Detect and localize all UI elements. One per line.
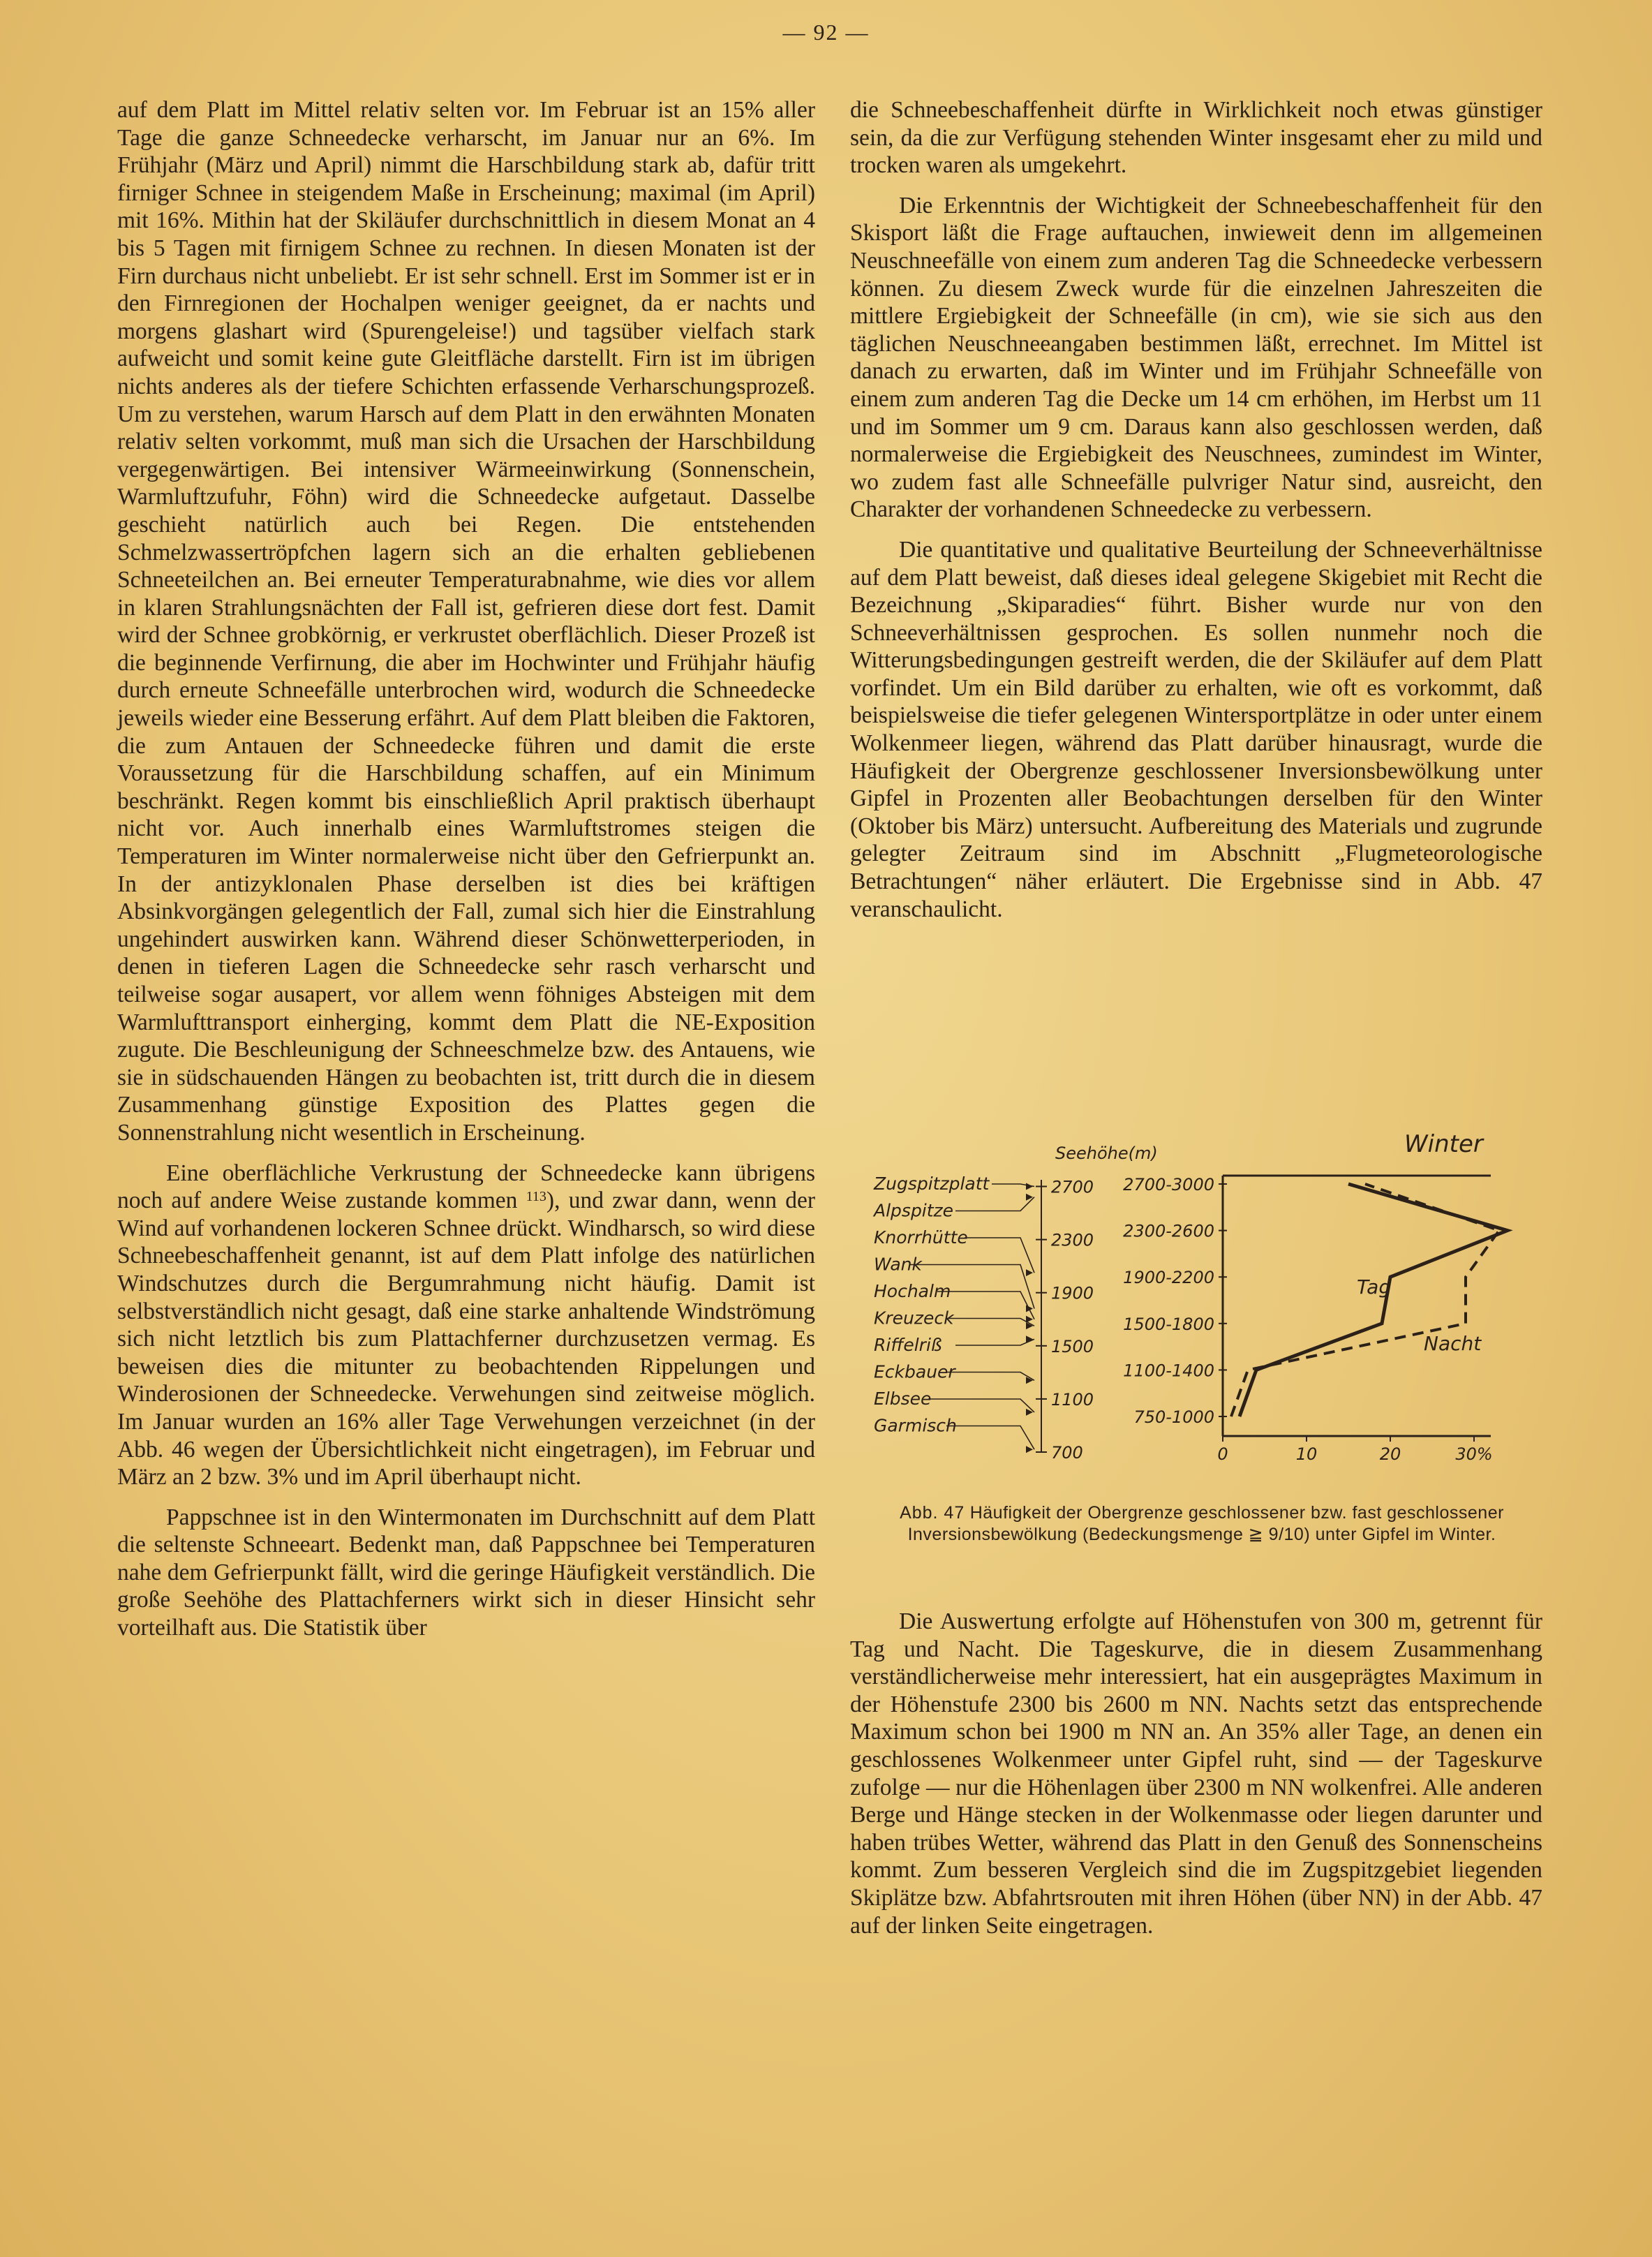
figure-47 xyxy=(853,1125,1551,1467)
place-label: Riffelriß xyxy=(874,1335,942,1355)
place-label: Garmisch xyxy=(874,1415,957,1436)
place-leader xyxy=(965,1238,1034,1273)
chart-title: Winter xyxy=(1404,1130,1483,1158)
place-label: Alpspitze xyxy=(874,1200,954,1221)
place-label: Kreuzeck xyxy=(874,1308,954,1329)
right-column-bottom xyxy=(850,1608,1542,1939)
paragraph: die Schneebeschaffenheit dürfte in Wirklichkeit noch etwas günstiger sein, da die zur Verfügung stehenden Winter insgesamt eher zu mild und trocken waren als umgekehrt. xyxy=(850,97,1542,179)
place-arrowhead xyxy=(1026,1446,1033,1453)
paragraph-text: Eine oberflächliche Verkrustung der Schneedecke kann übrigens noch auf andere Weise zustande kommen xyxy=(117,1160,815,1214)
place-leader xyxy=(955,1339,1034,1345)
place-label: Hochalm xyxy=(874,1281,951,1301)
footnote-ref[interactable]: 113 xyxy=(526,1189,546,1205)
inversion-chart xyxy=(853,1125,1551,1467)
band-label: 1100-1400 xyxy=(1123,1361,1214,1381)
right-column-top xyxy=(850,96,1542,923)
altitude-tick-label: 2700 xyxy=(1051,1177,1094,1197)
x-tick-label: 20 xyxy=(1379,1444,1401,1464)
caption-label: Abb. 47 xyxy=(900,1503,965,1523)
place-label: Eckbauer xyxy=(874,1361,955,1382)
place-leader xyxy=(928,1399,1034,1412)
place-leader xyxy=(946,1426,1034,1450)
paragraph xyxy=(117,1160,815,1491)
series-line-nacht xyxy=(1231,1184,1499,1416)
page-number: — 92 — xyxy=(782,20,870,45)
paragraph: Die quantitative und qualitative Beurteilung der Schneeverhältnisse auf dem Platt beweist, daß dieses ideal gelegene Skigebiet mit Recht die Bezeichnung „Skiparadies“ führt. Bisher wurde nur von den Schneeverhältnissen gesprochen. Es sollen nunmehr noch die Witterungsbedingungen gestreift werden, die der Skiläufer auf dem Platt vorfindet. Um ein Bild darüber zu erhalten, wie oft es vorkommt, daß beispielsweise die tiefer gelegenen Wintersportplätze in oder unter einem Wolkenmeer liegen, während das Platt darüber hinausragt, wurde die Häufigkeit der Obergrenze geschlossener Inversionsbewölkung unter Gipfel in Prozenten aller Beobachtungen derselben für den Winter (Oktober bis März) untersucht. Aufbereitung des Materials und zugrunde gelegter Zeitraum sind im Abschnitt „Flugmeteorologische Betrachtungen“ näher erläutert. Die Ergebnisse sind in Abb. 47 veranschaulicht. xyxy=(850,536,1542,922)
band-label: 1500-1800 xyxy=(1123,1314,1214,1334)
altitude-tick-label: 1100 xyxy=(1051,1389,1094,1409)
altitude-tick-label: 1500 xyxy=(1051,1336,1094,1356)
paragraph: Die Erkenntnis der Wichtigkeit der Schneebeschaffenheit für den Skisport läßt die Frage auftauchen, inwieweit denn im allgemeinen Neuschneefälle von einem zum anderen Tag die Schneedecke verbessern können. Zu diesem Zweck wurde für die einzelnen Jahreszeiten die mittlere Ergiebigkeit der Schneefälle (in cm), wie sie sich aus den täglichen Neuschneeangaben bestimmen läßt, errechnet. Im Mittel ist danach zu erwarten, daß im Winter und im Frühjahr Schneefälle von einem zum anderen Tag die Decke um 14 cm erhöhen, im Herbst um 11 und im Sommer um 9 cm. Daraus kann also geschlossen werden, daß normalerweise die Ergiebigkeit des Neuschnees, zumindest im Winter, wo zudem fast alle Schneefälle pulvriger Natur sind, ausreicht, den Charakter der vorhandenen Schneedecke zu verbessern. xyxy=(850,192,1542,523)
band-label: 2300-2600 xyxy=(1123,1221,1214,1241)
place-label: Knorrhütte xyxy=(874,1227,968,1248)
x-tick-label: 30% xyxy=(1455,1444,1493,1464)
place-leader xyxy=(946,1319,1034,1326)
x-tick-label: 0 xyxy=(1217,1444,1228,1464)
band-label: 1900-2200 xyxy=(1123,1268,1214,1288)
paragraph: Pappschnee ist in den Wintermonaten im Durchschnitt auf dem Platt die seltenste Schneeart. Bedenkt man, daß Pappschnee bei Temperaturen nahe dem Gefrierpunkt fällt, wird die geringe Häufigkeit verständlich. Die große Seehöhe des Plattachferners wirkt sich in dieser Hinsicht sehr vorteilhaft aus. Die Statistik über xyxy=(117,1504,815,1641)
paragraph: Die Auswertung erfolgte auf Höhenstufen von 300 m, getrennt für Tag und Nacht. Die Tageskurve, die in diesem Zusammenhang verständlicherweise mehr interessiert, hat ein ausgeprägtes Maximum in der Höhenstufe 2300 bis 2600 m NN. Nachts setzt das entsprechende Maximum schon bei 1900 m NN an. An 35% aller Tage, an denen ein geschlossenes Wolkenmeer unter Gipfel ruht, sind — der Tageskurve zufolge — nur die Höhenlagen über 2300 m NN wolkenfrei. Alle anderen Berge und Hänge stecken in der Wolkenmasse oder liegen darunter und haben trübes Wetter, während das Platt in den Genuß des Sonnenscheins kommt. Zum besseren Vergleich sind die im Zugspitzgebiet liegenden Skiplätze bzw. Abfahrtsrouten mit ihren Höhen (über NN) in der Abb. 47 auf der linken Seite eingetragen. xyxy=(850,1608,1542,1939)
place-label: Elbsee xyxy=(874,1389,932,1409)
place-leader xyxy=(955,1197,1034,1211)
paragraph: auf dem Platt im Mittel relativ selten vor. Im Februar ist an 15% aller Tage die ganze Schneedecke verharscht, im Januar nur an 6%. Im Frühjahr (März und April) nimmt die Harschbildung stark ab, dafür tritt firniger Schnee in steigendem Maße in Erscheinung; maximal (im April) mit 16%. Mithin hat der Skiläufer durchschnittlich in diesem Monat an 4 bis 5 Tagen mit firnigem Schnee zu rechnen. In diesen Monaten ist der Firn durchaus nicht unbeliebt. Er ist sehr schnell. Erst im Sommer ist er in den Firnregionen der Hochalpen weniger geeignet, da er nachts und morgens glashart wird (Spurengeleise!) und tagsüber vielfach stark aufweicht und somit keine gute Gleitfläche darstellt. Firn ist im übrigen nichts anderes als der tiefere Schichten erfassende Verharschungsprozeß. Um zu verstehen, warum Harsch auf dem Platt in den erwähnten Monaten relativ selten vorkommt, muß man sich die Ursachen der Harschbildung vergegenwärtigen. Bei intensiver Wärmeeinwirkung (Sonnenschein, Warmluftzufuhr, Föhn) wird die Schneedecke aufgetaut. Dasselbe geschieht natürlich auch bei Regen. Die entstehenden Schmelzwassertröpfchen lagern sich an die erhalten gebliebenen Schneeteilchen an. Bei erneuter Temperaturabnahme, wie dies vor allem in klaren Strahlungsnächten der Fall ist, gefrieren diese dort fest. Damit wird der Schnee grobkörnig, er verkrustet oberflächlich. Dieser Prozeß ist die beginnende Verfirnung, die aber im Hochwinter und Frühjahr häufig durch erneute Schneefälle unterbrochen wird, wodurch die Schneedecke jeweils wieder eine Besserung erfährt. Auf dem Platt bleiben die Faktoren, die zum Antauen der Schneedecke führen und damit die erste Voraussetzung für die Harschbildung schaffen, auf ein Minimum beschränkt. Regen kommt bis einschließlich April praktisch überhaupt nicht vor. Auch innerhalb eines Warmluftstromes steigen die Temperaturen im Winter normalerweise nicht über den Gefrierpunkt an. In der antizyklonalen Phase derselben ist dies bei kräftigen Absinkvorgängen gelegentlich der Fall, zumal sich hier die Einstrahlung ungehindert auswirken kann. Während dieser Schönwetterperioden, in denen in tieferen Lagen die Schneedecke sehr rasch verharscht und teilweise sogar ausapert, vor allem wenn föhniges Absteigen mit dem Warmlufttransport einherging, kommt dem Platt die NE-Exposition zugute. Die Beschleunigung der Schneeschmelze bzw. des Antauens, wie sie in südschauenden Hängen zu beobachten ist, tritt durch die in diesem Zusammenhang günstige Exposition des Plattes gegen die Sonnenstrahlung nicht wesentlich in Erscheinung. xyxy=(117,97,815,1146)
place-arrowhead xyxy=(1026,1269,1033,1276)
series-label-nacht: Nacht xyxy=(1424,1331,1482,1355)
place-leader xyxy=(946,1372,1034,1381)
altitude-tick-label: 1900 xyxy=(1051,1283,1094,1303)
place-label: Zugspitzplatt xyxy=(874,1174,990,1194)
altitude-tick-label: 2300 xyxy=(1051,1230,1094,1250)
band-label: 750-1000 xyxy=(1133,1407,1214,1427)
altitude-tick-label: 700 xyxy=(1051,1443,1083,1463)
place-label: Wank xyxy=(874,1254,922,1275)
place-arrowhead xyxy=(1026,1183,1033,1190)
x-tick-label: 10 xyxy=(1295,1444,1318,1464)
left-column xyxy=(117,96,815,1642)
figure-caption xyxy=(853,1502,1551,1546)
y-axis-label: Seehöhe(m) xyxy=(1055,1144,1158,1163)
caption-text: Häufigkeit der Obergrenze geschlossener bzw. fast geschlossener Inversionsbewölkung (Bedeckungsmenge ≧ 9/10) unter Gipfel im Winter. xyxy=(907,1503,1504,1544)
paragraph-text: ), und zwar dann, wenn der Wind auf vorhandenen lockeren Schnee drückt. Windharsch, so wird diese Schneebeschaffenheit genannt, ist auf dem Platt infolge des natürlichen Windschutzes durch die Bergumrahmung nicht häufig. Damit ist selbstverständlich nicht gesagt, daß eine starke anhaltende Windströmung sich nicht letztlich bis zum Plattachferner durchzusetzen vermag. Es beweisen dies die mitunter zu beobachtenden Rippelungen und Winderosionen der Schneedecke. Verwehungen sind zeitweise möglich. Im Januar wurden an 16% aller Tage Verwehungen verzeichnet (in der Abb. 46 wegen der Übersichtlichkeit nicht eingetragen), im Februar und März an 2 bzw. 3% und im April überhaupt nicht. xyxy=(117,1187,815,1490)
band-label: 2700-3000 xyxy=(1123,1175,1214,1194)
series-label-tag: Tag xyxy=(1357,1275,1392,1299)
